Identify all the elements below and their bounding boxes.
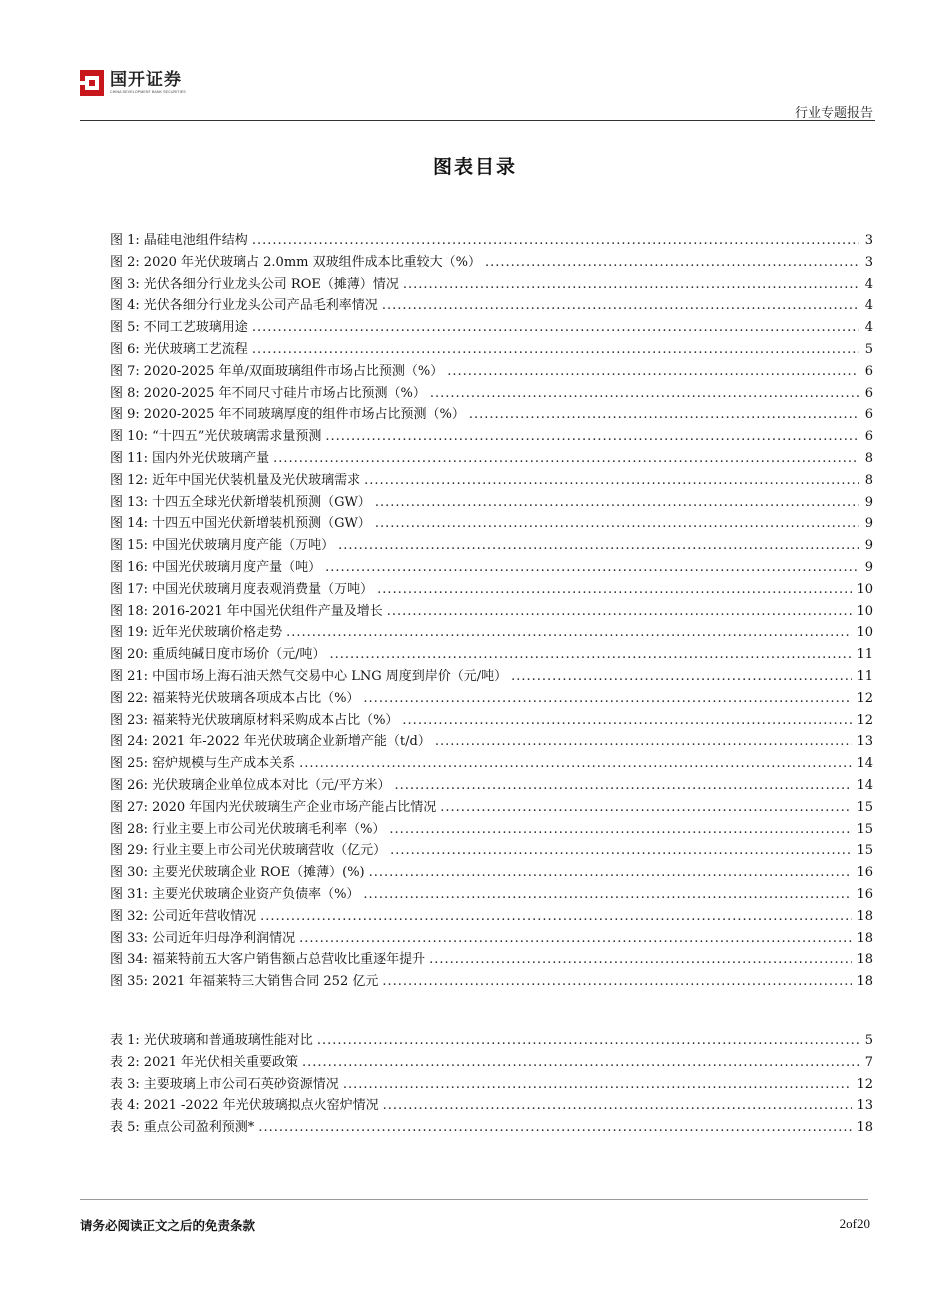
entry-title: 十四五中国光伏新增装机预测（GW） xyxy=(152,516,371,532)
toc-entry[interactable] xyxy=(110,621,873,643)
entry-page: 12 xyxy=(856,1076,873,1092)
entry-page: 6 xyxy=(864,385,873,401)
dot-leader xyxy=(369,865,853,880)
entry-title: 中国市场上海石油天然气交易中心 LNG 周度到岸价（元/吨） xyxy=(152,668,508,684)
dot-leader xyxy=(252,320,859,335)
entry-label: 表 1: xyxy=(110,1033,140,1048)
entry-title: 主要玻璃上市公司石英砂资源情况 xyxy=(143,1076,339,1092)
entry-label: 图 18: xyxy=(110,603,149,619)
entry-page: 8 xyxy=(864,450,873,466)
entry-page: 16 xyxy=(856,886,873,902)
entry-label: 图 23: xyxy=(110,712,149,728)
entry-page: 4 xyxy=(864,298,873,314)
toc-entry[interactable] xyxy=(110,818,873,840)
entry-title: 福莱特光伏玻璃各项成本占比（%） xyxy=(152,690,360,706)
dot-leader xyxy=(429,952,852,967)
entry-page: 4 xyxy=(864,320,873,336)
entry-title: 光伏玻璃工艺流程 xyxy=(143,341,248,357)
entry-page: 18 xyxy=(856,908,873,924)
dot-leader xyxy=(273,451,859,466)
entry-label: 图 10: xyxy=(110,429,149,445)
toc-entry[interactable] xyxy=(110,861,873,883)
toc-entry[interactable] xyxy=(110,883,873,905)
entry-page: 14 xyxy=(856,756,873,772)
entry-title: 2020-2025 年不同尺寸硅片市场占比预测（%） xyxy=(143,385,426,401)
dot-leader xyxy=(252,233,859,248)
entry-page: 5 xyxy=(864,341,873,357)
entry-page: 15 xyxy=(856,843,873,859)
dot-leader xyxy=(325,429,859,444)
entry-label: 图 22: xyxy=(110,690,149,706)
entry-page: 15 xyxy=(856,799,873,815)
entry-title: 2021 年-2022 年光伏玻璃企业新增产能（t/d） xyxy=(152,734,431,750)
dot-leader xyxy=(389,822,852,837)
header-divider xyxy=(80,120,875,121)
entry-page: 5 xyxy=(864,1033,873,1048)
entry-label: 图 6: xyxy=(110,341,140,357)
dot-leader xyxy=(440,800,852,815)
toc-entry[interactable] xyxy=(110,294,873,316)
toc-entry[interactable] xyxy=(110,229,873,251)
entry-label: 图 28: xyxy=(110,821,149,837)
toc-entry[interactable] xyxy=(110,1029,873,1051)
logo-mark-icon xyxy=(80,70,104,96)
toc-entry[interactable] xyxy=(110,1116,873,1138)
toc-entry[interactable] xyxy=(110,251,873,273)
toc-entry[interactable] xyxy=(110,556,873,578)
toc-entry[interactable] xyxy=(110,316,873,338)
dot-leader xyxy=(286,625,852,640)
entry-title: 重点公司盈利预测* xyxy=(143,1120,255,1136)
toc-entry[interactable] xyxy=(110,970,873,992)
page-header xyxy=(80,68,875,124)
entry-page: 11 xyxy=(856,647,873,663)
entry-label: 图 12: xyxy=(110,472,149,488)
entry-title: 2021 -2022 年光伏玻璃拟点火窑炉情况 xyxy=(143,1098,379,1114)
entry-label: 图 11: xyxy=(110,450,149,466)
dot-leader xyxy=(343,1077,853,1092)
entry-label: 图 5: xyxy=(110,320,140,336)
entry-label: 图 31: xyxy=(110,886,149,902)
toc-entry[interactable] xyxy=(110,752,873,774)
entry-label: 表 2: xyxy=(110,1054,140,1070)
entry-title: 窑炉规模与生产成本关系 xyxy=(152,756,296,772)
dot-leader xyxy=(363,887,852,902)
entry-page: 3 xyxy=(864,254,873,270)
logo-name-cn: 国开证券 xyxy=(110,70,182,90)
entry-label: 图 3: xyxy=(110,276,140,292)
toc-entry[interactable] xyxy=(110,839,873,861)
toc-entry[interactable] xyxy=(110,534,873,556)
entry-label: 表 4: xyxy=(110,1098,140,1114)
entry-page: 13 xyxy=(856,734,873,750)
toc-entry[interactable] xyxy=(110,403,873,425)
entry-title: 光伏玻璃企业单位成本对比（元/平方米） xyxy=(152,777,391,793)
entry-label: 图 8: xyxy=(110,385,140,401)
entry-page: 6 xyxy=(864,429,873,445)
entry-page: 18 xyxy=(856,1120,873,1136)
entry-label: 图 14: xyxy=(110,516,149,532)
entry-label: 表 5: xyxy=(110,1120,140,1136)
dot-leader xyxy=(299,931,852,946)
entry-page: 10 xyxy=(856,625,873,641)
entry-label: 图 33: xyxy=(110,930,149,946)
dot-leader xyxy=(375,495,859,510)
entry-label: 图 34: xyxy=(110,952,149,968)
entry-title: 福莱特光伏玻璃原材料采购成本占比（%） xyxy=(152,712,399,728)
toc-entry[interactable] xyxy=(110,578,873,600)
entry-label: 图 19: xyxy=(110,625,149,641)
entry-title: 中国光伏玻璃月度产量（吨） xyxy=(152,559,322,575)
entry-title: 2020 年光伏玻璃占 2.0mm 双玻组件成本比重较大（%） xyxy=(143,254,481,270)
toc-entry[interactable] xyxy=(110,338,873,360)
entry-label: 图 2: xyxy=(110,254,140,270)
toc-entry[interactable] xyxy=(110,447,873,469)
entry-page: 18 xyxy=(856,930,873,946)
dot-leader xyxy=(377,582,852,597)
dot-leader xyxy=(435,734,853,749)
entry-label: 图 1: xyxy=(110,233,140,248)
toc-entry[interactable] xyxy=(110,425,873,447)
dot-leader xyxy=(329,647,852,662)
dot-leader xyxy=(375,516,859,531)
toc-entry[interactable] xyxy=(110,273,873,295)
entry-page: 10 xyxy=(856,603,873,619)
entry-page: 12 xyxy=(856,712,873,728)
figure-list xyxy=(110,229,873,992)
toc-entry[interactable] xyxy=(110,665,873,687)
report-type: 行业专题报告 xyxy=(794,106,873,121)
entry-page: 6 xyxy=(864,407,873,423)
entry-page: 16 xyxy=(856,865,873,881)
entry-page: 8 xyxy=(864,472,873,488)
toc-entry[interactable] xyxy=(110,512,873,534)
toc-entry[interactable] xyxy=(110,360,873,382)
dot-leader xyxy=(364,473,859,488)
entry-title: 行业主要上市公司光伏玻璃营收（亿元） xyxy=(152,843,387,859)
entry-label: 图 15: xyxy=(110,538,149,554)
dot-leader xyxy=(260,909,852,924)
entry-title: 行业主要上市公司光伏玻璃毛利率（%） xyxy=(152,821,386,837)
entry-title: 公司近年营收情况 xyxy=(152,908,257,924)
entry-page: 7 xyxy=(864,1054,873,1070)
dot-leader xyxy=(325,560,859,575)
entry-page: 14 xyxy=(856,777,873,793)
dot-leader xyxy=(317,1033,859,1048)
toc-entry[interactable] xyxy=(110,905,873,927)
entry-title: 近年中国光伏装机量及光伏玻璃需求 xyxy=(152,472,361,488)
entry-title: 2021 年光伏相关重要政策 xyxy=(143,1054,299,1070)
entry-title: 2020-2025 年单/双面玻璃组件市场占比预测（%） xyxy=(143,363,444,379)
dot-leader xyxy=(447,364,859,379)
entry-title: 光伏玻璃和普通玻璃性能对比 xyxy=(143,1033,313,1048)
company-logo xyxy=(80,70,186,96)
logo-name-en: CHINA DEVELOPMENT BANK SECURITIES xyxy=(110,90,186,94)
dot-leader xyxy=(382,298,859,313)
entry-label: 图 25: xyxy=(110,756,149,772)
entry-title: 2020-2025 年不同玻璃厚度的组件市场占比预测（%） xyxy=(143,407,465,423)
toc-entry[interactable] xyxy=(110,1073,873,1095)
entry-label: 图 20: xyxy=(110,647,149,663)
entry-title: 公司近年归母净利润情况 xyxy=(152,930,296,946)
toc-entry[interactable] xyxy=(110,774,873,796)
toc-entry[interactable] xyxy=(110,927,873,949)
entry-label: 图 7: xyxy=(110,363,140,379)
entry-label: 图 4: xyxy=(110,298,140,314)
entry-label: 图 16: xyxy=(110,559,149,575)
entry-page: 9 xyxy=(864,538,873,554)
entry-label: 图 27: xyxy=(110,799,149,815)
dot-leader xyxy=(394,778,852,793)
entry-page: 11 xyxy=(856,668,873,684)
dot-leader xyxy=(338,538,859,553)
entry-title: 中国光伏玻璃月度表观消费量（万吨） xyxy=(152,581,374,597)
page-number: 2of20 xyxy=(839,1216,870,1231)
entry-title: 中国光伏玻璃月度产能（万吨） xyxy=(152,538,335,554)
entry-label: 表 3: xyxy=(110,1076,140,1092)
entry-title: 福莱特前五大客户销售额占总营收比重逐年提升 xyxy=(152,952,426,968)
entry-title: 主要光伏玻璃企业资产负债率（%） xyxy=(152,886,360,902)
dot-leader xyxy=(402,713,852,728)
toc-entry[interactable] xyxy=(110,491,873,513)
entry-page: 13 xyxy=(856,1098,873,1114)
dot-leader xyxy=(252,342,859,357)
entry-label: 图 30: xyxy=(110,865,149,881)
toc-entry[interactable] xyxy=(110,948,873,970)
toc-entry[interactable] xyxy=(110,709,873,731)
dot-leader xyxy=(299,756,852,771)
entry-label: 图 26: xyxy=(110,777,149,793)
entry-title: 十四五全球光伏新增装机预测（GW） xyxy=(152,494,371,510)
dot-leader xyxy=(511,669,852,684)
entry-page: 12 xyxy=(856,690,873,706)
toc-entry[interactable] xyxy=(110,643,873,665)
dot-leader xyxy=(485,255,859,270)
entry-title: 光伏各细分行业龙头公司 ROE（摊薄）情况 xyxy=(143,276,399,292)
entry-label: 图 9: xyxy=(110,407,140,423)
entry-title: 主要光伏玻璃企业 ROE（摊薄）(%) xyxy=(152,865,365,881)
toc-entry[interactable] xyxy=(110,1094,873,1116)
dot-leader xyxy=(258,1120,852,1135)
entry-label: 图 32: xyxy=(110,908,149,924)
entry-title: 重质纯碱日度市场价（元/吨） xyxy=(152,647,326,663)
entry-label: 图 17: xyxy=(110,581,149,597)
dot-leader xyxy=(363,691,852,706)
page-title: 图表目录 xyxy=(432,156,517,178)
entry-page: 18 xyxy=(856,974,873,990)
footer-divider xyxy=(80,1199,868,1200)
entry-label: 图 35: xyxy=(110,974,149,990)
entry-label: 图 24: xyxy=(110,734,149,750)
dot-leader xyxy=(390,843,852,858)
entry-title: 2016-2021 年中国光伏组件产量及增长 xyxy=(152,603,383,619)
dot-leader xyxy=(469,407,859,422)
entry-title: 国内外光伏玻璃产量 xyxy=(152,450,270,466)
entry-title: 2020 年国内光伏玻璃生产企业市场产能占比情况 xyxy=(152,799,437,815)
toc-entry[interactable] xyxy=(110,600,873,622)
entry-page: 15 xyxy=(856,821,873,837)
entry-page: 9 xyxy=(864,559,873,575)
entry-title: 光伏各细分行业龙头公司产品毛利率情况 xyxy=(143,298,378,314)
dot-leader xyxy=(430,386,859,401)
entry-page: 6 xyxy=(864,363,873,379)
toc-entry[interactable] xyxy=(110,382,873,404)
entry-title: 不同工艺玻璃用途 xyxy=(143,320,248,336)
entry-page: 10 xyxy=(856,581,873,597)
entry-title: 近年光伏玻璃价格走势 xyxy=(152,625,283,641)
entry-page: 9 xyxy=(864,494,873,510)
entry-title: 晶硅电池组件结构 xyxy=(143,233,248,248)
toc-entry[interactable] xyxy=(110,1051,873,1073)
entry-title: 2021 年福莱特三大销售合同 252 亿元 xyxy=(152,974,379,990)
entry-label: 图 29: xyxy=(110,843,149,859)
toc-entry[interactable] xyxy=(110,687,873,709)
dot-leader xyxy=(302,1055,859,1070)
entry-page: 9 xyxy=(864,516,873,532)
entry-label: 图 21: xyxy=(110,668,149,684)
entry-page: 4 xyxy=(864,276,873,292)
dot-leader xyxy=(387,604,853,619)
table-list xyxy=(110,1029,873,1138)
entry-title: “十四五”光伏玻璃需求量预测 xyxy=(152,429,322,445)
dot-leader xyxy=(403,277,859,292)
toc-entry[interactable] xyxy=(110,469,873,491)
entry-page: 18 xyxy=(856,952,873,968)
toc-entry[interactable] xyxy=(110,730,873,752)
disclaimer-note: 请务必阅读正文之后的免责条款 xyxy=(80,1218,256,1233)
entry-label: 图 13: xyxy=(110,494,149,510)
dot-leader xyxy=(382,974,852,989)
entry-page: 3 xyxy=(864,233,873,248)
toc-entry[interactable] xyxy=(110,796,873,818)
dot-leader xyxy=(383,1098,853,1113)
